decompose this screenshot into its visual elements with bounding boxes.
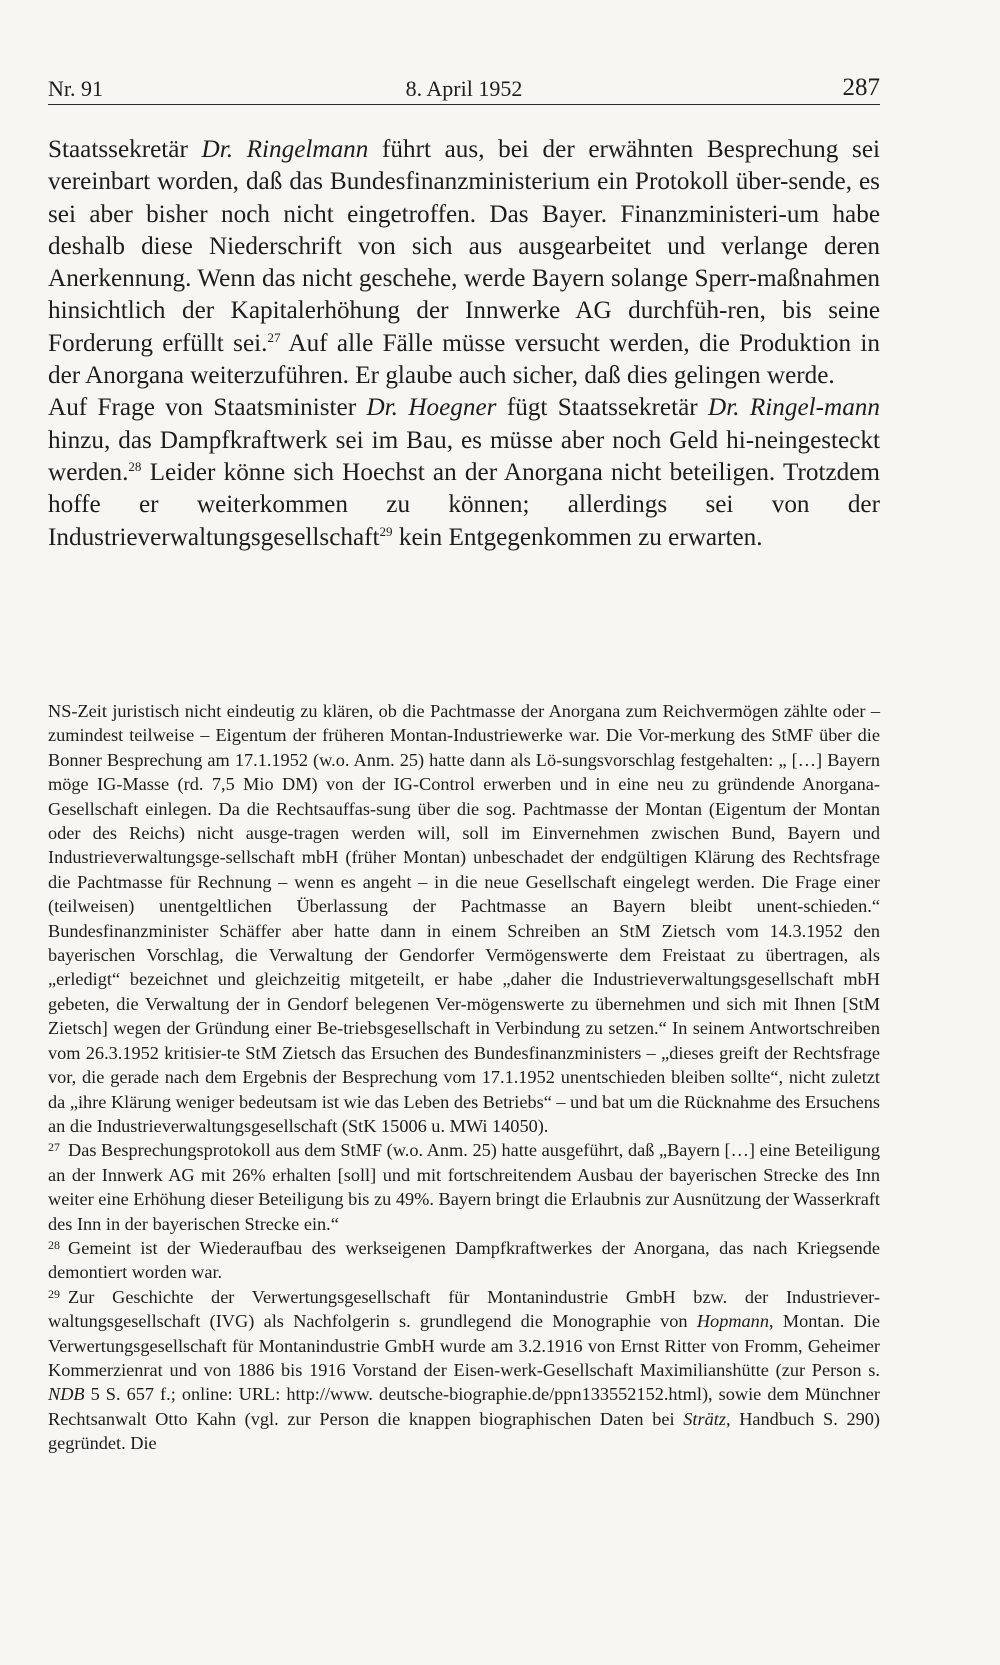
cited-work: NDB [48,1384,85,1405]
header-date: 8. April 1952 [405,76,523,101]
footnote-number: 27 [48,1140,60,1155]
speaker-name: Dr. Ringelmann [201,136,369,163]
footnote-number: 28 [48,1237,60,1252]
p2-text-d: Leider könne sich Hoechst an der Anorgana nicht beteiligen. Trotzdem hoffe er weiterkommen zu können; allerdings sei von der Industrieverwaltungsgesellschaft [48,458,880,551]
paragraph-1 [48,134,880,392]
footnote-text-c: 5 S. 657 f.; online: URL: http://www. deutsche-biographie.de/ppn133552152.html), sowie dem Münchner Rechtsanwalt Otto Kahn (vgl. zur Person die knappen biographischen Daten bei [48,1384,880,1429]
footnote-ref-28[interactable]: 28 [128,458,142,474]
p2-text-b: fügt Staatssekretär [496,394,709,422]
p1-text-c: Auf alle Fälle müsse versucht werden, die Produktion in der Anorgana weiterzuführen. Er glaube auch sicher, daß dies gelingen werde. [48,329,880,390]
running-header [48,68,880,108]
footnote-continued: NS-Zeit juristisch nicht eindeutig zu klären, ob die Pachtmasse der Anorgana zum Reichvermögen zählte oder – zumindest teilweise – Eigentum der früheren Montan-Industriewerke war. Die Vor-merkung des StMF über die Bonner Besprechung am 17.1.1952 (w.o. Anm. 25) hatte dann als Lö-sungsvorschlag festgehalten: „ […] Bayern möge IG-Masse (rd. 7,5 Mio DM) von der IG-Control erwerben und in eine neu zu gründende Anorgana-Gesellschaft einlegen. Da die Rechtsauffas-sung über die sog. Pachtmasse der Montan (Eigentum der Montan oder des Reichs) nicht ausge-tragen werden will, soll im Einvernehmen zwischen Bund, Bayern und Industrieverwaltungsge-sellschaft mbH (früher Montan) unbeschadet der endgültigen Klärung des Rechtsfrage die Pachtmasse für Rechnung – wenn es angeht – in die neue Gesellschaft eingelegt werden. Die Frage einer (teilweisen) unentgeltlichen Überlassung der Pachtmasse an Bayern bleibt unent-schieden.“ Bundesfinanzminister Schäffer aber hatte dann in einem Schreiben an StM Zietsch vom 14.3.1952 den bayerischen Vorschlag, die Verwaltung der Gendorfer Vermögenswerte dem Freistaat zu übertragen, als „erledigt“ bezeichnet und gleichzeitig mitgeteilt, er habe „daher die Industrieverwaltungsgesellschaft mbH gebeten, die Verwaltung der in Gendorf belegenen Ver-mögenswerte zu übernehmen und sich mit Ihnen [StM Zietsch] wegen der Gründung einer Be-triebsgesellschaft in Verbindung zu setzen.“ In seinem Antwortschreiben vom 26.3.1952 kritisier-te StM Zietsch das Ersuchen des Bundesfinanzministers – „dieses greift der Rechtsfrage vor, die gerade nach dem Ergebnis der Besprechung vom 17.1.1952 unentschieden bleiben sollte“, nicht zuletzt da „ihre Klärung weniger bedeutsam ist wie das Leben des Betriebs“ – und bat um die Rücknahme des Ersuchens an die Industrieverwaltungsgesellschaft (StK 15006 u. MWi 14050). [48,701,880,1136]
speaker-name-2: Dr. Hoegner [366,394,497,422]
cited-author-2: Strätz [683,1408,726,1429]
speaker-name-3: Dr. Ringel-mann [708,394,880,422]
page-number: 287 [842,74,880,101]
footnote-28 [48,1236,880,1285]
p2-text-a: Auf Frage von Staatsminister [48,394,367,422]
footnote-number: 29 [48,1286,60,1301]
p2-text-c: hinzu, das Dampfkraftwerk sei im Bau, es müsse aber noch Geld hi-neingesteckt werden. [48,426,880,486]
paragraph-2 [48,392,880,553]
footnote-text-b: , Montan. Die Verwertungsgesellschaft für Montanindustrie GmbH wurde am 3.2.1916 von Ernst Ritter von Fromm, Geheimer Kommerzienrat und von 1886 bis 1916 Vorstand der Eisen-werk-Gesellschaft Maximilianshütte (zur Person s. [48,1311,881,1380]
footnotes [48,699,880,1456]
p1-text-b: führt aus, bei der erwähnten Besprechung sei vereinbart worden, daß das Bundesfinanzministerium ein Protokoll über-sende, es sei aber bisher noch nicht eingetroffen. Das Bayer. Finanzministeri-um habe deshalb diese Niederschrift von sich aus ausgearbeitet und verlange deren Anerkennung. Wenn das nicht geschehe, werde Bayern solange Sperr-maßnahmen hinsichtlich der Kapitalerhöhung der Innwerke AG durchfüh-ren, bis seine Forderung erfüllt sei. [48,136,880,357]
document-number: Nr. 91 [48,76,103,101]
main-text [48,134,880,554]
footnote-text: Gemeint ist der Wiederaufbau des werkseigenen Dampfkraftwerkes der Anorgana, das nach Kriegsende demontiert worden war. [48,1237,880,1283]
p2-text-e: kein Entgegenkommen zu erwarten. [392,523,763,551]
footnote-ref-27[interactable]: 27 [267,329,281,345]
footnote-text-d: , Handbuch S. 290) gegründet. Die [48,1408,880,1454]
cited-author: Hopmann [696,1311,769,1332]
footnote-ref-29[interactable]: 29 [379,523,393,539]
footnote-29 [48,1285,880,1456]
p1-text-a: Staatssekretär [48,136,202,163]
footnote-text-a: Zur Geschichte der Verwertungsgesellschaft für Montanindustrie GmbH bzw. der Industriever-waltungsgesellschaft (IVG) als Nachfolgerin s. grundlegend die Monographie von [48,1286,880,1332]
footnote-text: Das Besprechungsprotokoll aus dem StMF (w.o. Anm. 25) hatte ausgeführt, daß „Bayern […] eine Beteiligung an der Innwerk AG mit 26% erhalten [soll] und mit fortschreitendem Ausbau der bayerischen Strecke des Inn weiter eine Erhöhung dieser Beteiligung bis zu 49%. Bayern bringt die Erlaubnis zur Ausnützung der Wasserkraft des Inn in der bayerischen Strecke ein.“ [48,1140,880,1234]
header-rule [48,104,880,105]
footnote-27 [48,1138,880,1236]
